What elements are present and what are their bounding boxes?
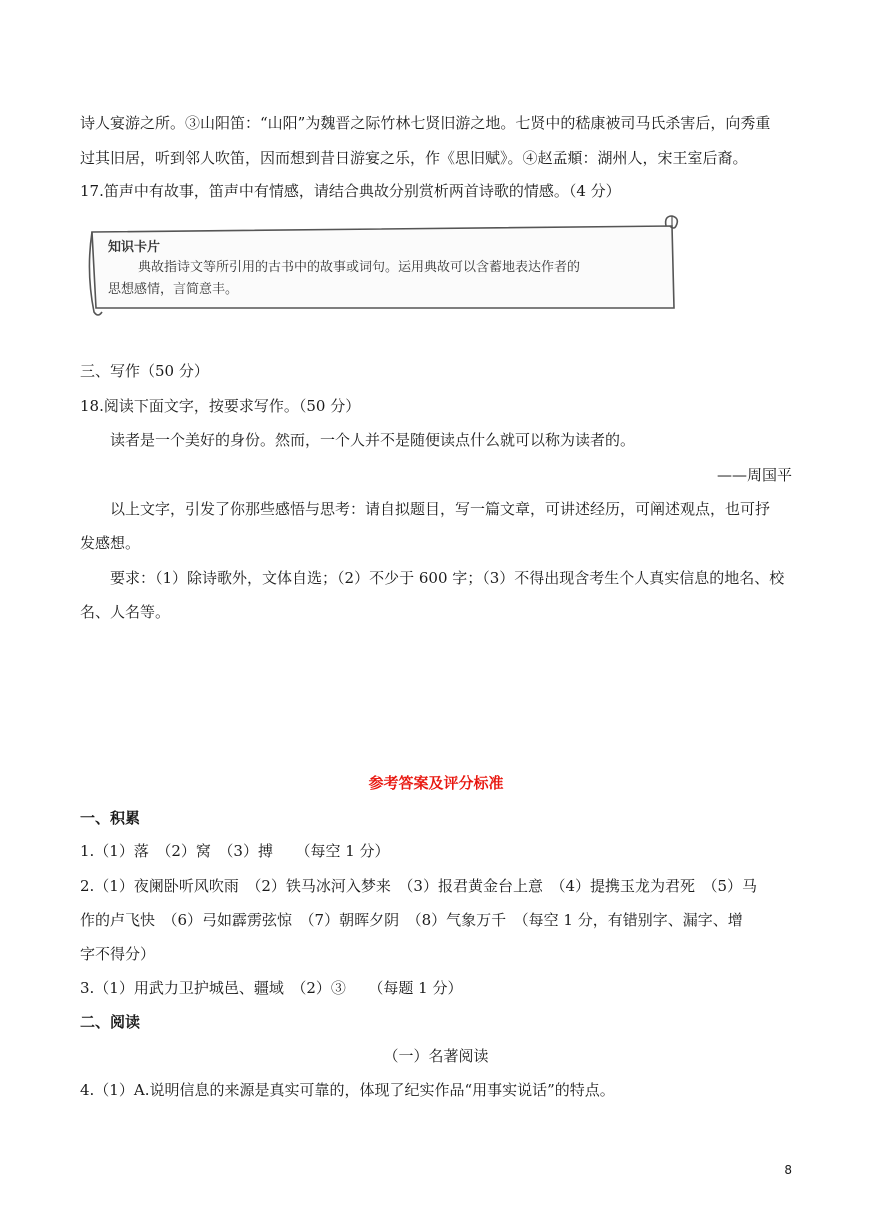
prompt-line: 以上文字，引发了你那些感悟与思考：请自拟题目，写一篇文章，可讲述经历，可阐述观点，也可抒 [110, 500, 771, 518]
text-line: 诗人宴游之所。③山阳笛：“山阳”为魏晋之际竹林七贤旧游之地。七贤中的嵇康被司马氏杀害后，向秀重 [80, 114, 771, 132]
section-heading: 三、写作（50 分） [80, 362, 209, 380]
answer-4: 4.（1）A.说明信息的来源是真实可靠的，体现了纪实作品“用事实说话”的特点。 [80, 1081, 615, 1099]
answer-2-line: 2.（1）夜阑卧听风吹雨 （2）铁马冰河入梦来 （3）报君黄金台上意 （4）提携玉龙为君死 （5）马 [80, 877, 758, 895]
question-17: 17.笛声中有故事，笛声中有情感，请结合典故分别赏析两首诗歌的情感。（4 分） [80, 182, 621, 200]
subsection-heading: （一）名著阅读 [383, 1047, 489, 1065]
page-number: 8 [784, 1163, 792, 1177]
card-line: 典故指诗文等所引用的古书中的故事或词句。运用典故可以含蓄地表达作者的 [138, 260, 581, 275]
answer-2-line: 作的卢飞快 （6）弓如霹雳弦惊 （7）朝晖夕阴 （8）气象万千 （每空 1 分，有错别字、漏字、增 [80, 911, 743, 929]
answer-3: 3.（1）用武力卫护城邑、疆域 （2）③ （每题 1 分） [80, 979, 463, 997]
card-line: 思想感情，言简意丰。 [108, 282, 239, 297]
answer-2-line: 字不得分） [80, 945, 156, 963]
prompt-line: 发感想。 [80, 534, 141, 552]
answer-1: 1.（1）落 （2）窝 （3）搏 （每空 1 分） [80, 842, 390, 860]
text-line: 过其旧居，听到邻人吹笛，因而想到昔日游宴之乐，作《思旧赋》。④赵孟頫：湖州人，宋王室后裔。 [80, 149, 748, 167]
section-heading: 一、积累 [80, 809, 141, 827]
requirement-line: 要求：（1）除诗歌外，文体自选；（2）不少于 600 字；（3）不得出现含考生个人真实信息的地名、校 [110, 569, 785, 587]
card-body [108, 257, 668, 301]
question-18: 18.阅读下面文字，按要求写作。（50 分） [80, 397, 361, 415]
card-title: 知识卡片 [108, 240, 161, 255]
knowledge-card [84, 212, 684, 320]
answers-title: 参考答案及评分标准 [368, 774, 504, 792]
quote-author: ——周国平 [716, 466, 792, 484]
requirement-line: 名、人名等。 [80, 603, 171, 621]
section-heading: 二、阅读 [80, 1013, 141, 1031]
quote-text: 读者是一个美好的身份。然而，一个人并不是随便读点什么就可以称为读者的。 [110, 431, 636, 449]
